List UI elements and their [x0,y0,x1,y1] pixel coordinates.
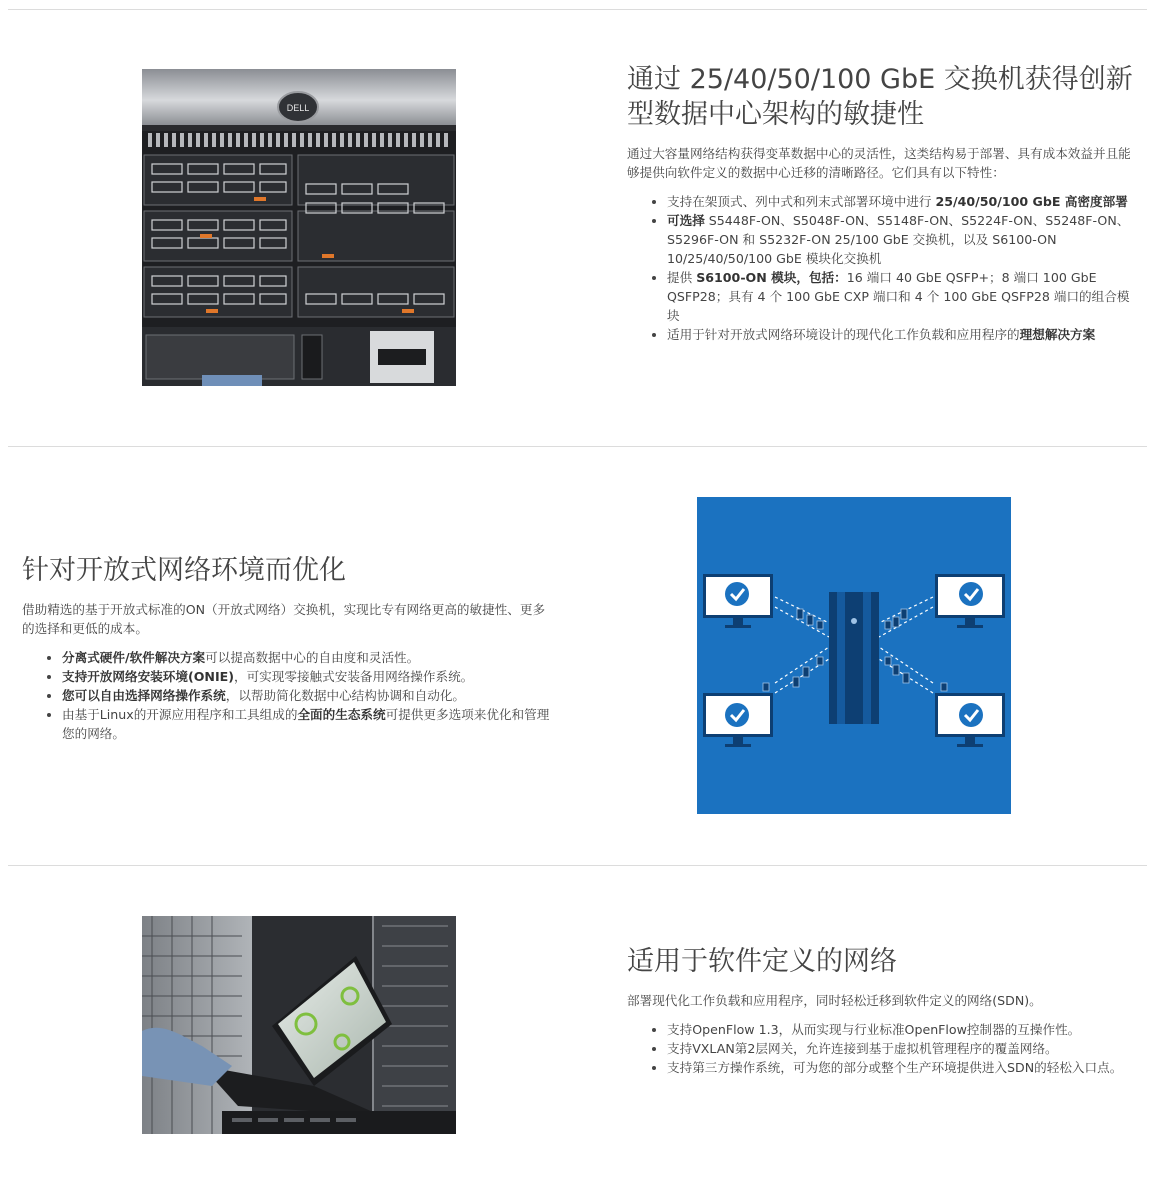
feature-text: 支持OpenFlow 1.3，从而实现与行业标准OpenFlow控制器的互操作性。 [667,1022,1081,1037]
dell-logo-text: DELL [286,103,310,113]
feature-list [627,1020,1135,1077]
feature-text: 由基于Linux的开源应用程序和工具组成的 [62,707,298,722]
section-open-networking [0,447,1149,865]
feature-text: 支持在架顶式、列中式和列末式部署环境中进行 [667,194,936,209]
feature-list-item [667,211,1135,268]
feature-text: 可以提高数据中心的自由度和灵活性。 [205,650,420,665]
dell-switch-rack-image [142,69,456,386]
feature-text: 支持VXLAN第2层网关，允许连接到基于虚拟机管理程序的覆盖网络。 [667,1041,1058,1056]
feature-text: 16 端口 40 GbE QSFP+；8 端口 100 GbE QSFP28；具有 4 个 100 GbE CXP 端口和 4 个 100 GbE QSFP28 端口的组合模块 [667,270,1130,323]
feature-list-item [62,686,557,705]
section-title: 适用于软件定义的网络 [627,946,897,977]
feature-highlight-text: 您可以自由选择网络操作系统 [62,688,226,703]
feature-highlight-text: 全面的生态系统 [297,707,386,722]
section-description: 借助精选的基于开放式标准的ON（开放式网络）交换机，实现比专有网络更高的敏捷性、更多的选择和更低的成本。 [22,602,546,636]
feature-list-item [62,705,557,743]
feature-text: ，以帮助简化数据中心结构协调和自动化。 [225,688,465,703]
open-networking-illustration [697,497,1011,814]
feature-list-item [667,1058,1135,1077]
feature-list-item [62,648,557,667]
section-title: 通过 25/40/50/100 GbE 交换机获得创新型数据中心架构的敏捷性 [627,64,1133,130]
feature-text: S5448F-ON、S5048F-ON、S5148F-ON、S5224F-ON、S5248F-ON、S5296F-ON 和 S5232F-ON 25/100 GbE 交换机，以及 S6100-ON 10/25/40/50/100 GbE 模块化交换机 [667,213,1130,266]
feature-text: 适用于针对开放式网络环境设计的现代化工作负载和应用程序的 [667,327,1020,342]
central-switch-tower [829,592,879,724]
feature-list [22,648,557,743]
section-switches-text [627,62,1135,344]
feature-highlight-text: 分离式硬件/软件解决方案 [62,650,206,665]
feature-highlight-text: 支持开放网络安装环境(ONIE) [62,669,234,684]
feature-highlight-text: 可选择 [667,213,705,228]
feature-text: ，可实现零接触式安装备用网络操作系统。 [233,669,474,684]
feature-text: 提供 [667,270,697,285]
section-sdn [0,866,1149,1180]
feature-list-item [667,268,1135,325]
feature-list-item [667,325,1135,344]
feature-text: 可提供更多选项来优化和管理您的网络。 [62,707,550,741]
feature-highlight-text: 理想解决方案 [1019,327,1096,342]
feature-text: 支持第三方操作系统，可为您的部分或整个生产环境提供进入SDN的轻松入口点。 [667,1060,1123,1075]
datacenter-laptop-image [142,916,456,1134]
section-open-networking-text [22,553,557,743]
section-switches [0,0,1149,445]
section-title: 针对开放式网络环境而优化 [22,555,346,586]
section-sdn-text [627,944,1135,1077]
feature-highlight-text: 25/40/50/100 GbE 高密度部署 [935,194,1128,209]
feature-highlight-text: S6100-ON 模块，包括： [696,270,847,285]
section-description: 部署现代化工作负载和应用程序，同时轻松迁移到软件定义的网络(SDN)。 [627,993,1042,1008]
feature-list-item [667,1039,1135,1058]
feature-list-item [62,667,557,686]
section-description: 通过大容量网络结构获得变革数据中心的灵活性，这类结构易于部署、具有成本效益并且能够提供向软件定义的数据中心迁移的清晰路径。它们具有以下特性： [627,146,1131,180]
feature-list [627,192,1135,344]
feature-list-item [667,192,1135,211]
feature-list-item [667,1020,1135,1039]
